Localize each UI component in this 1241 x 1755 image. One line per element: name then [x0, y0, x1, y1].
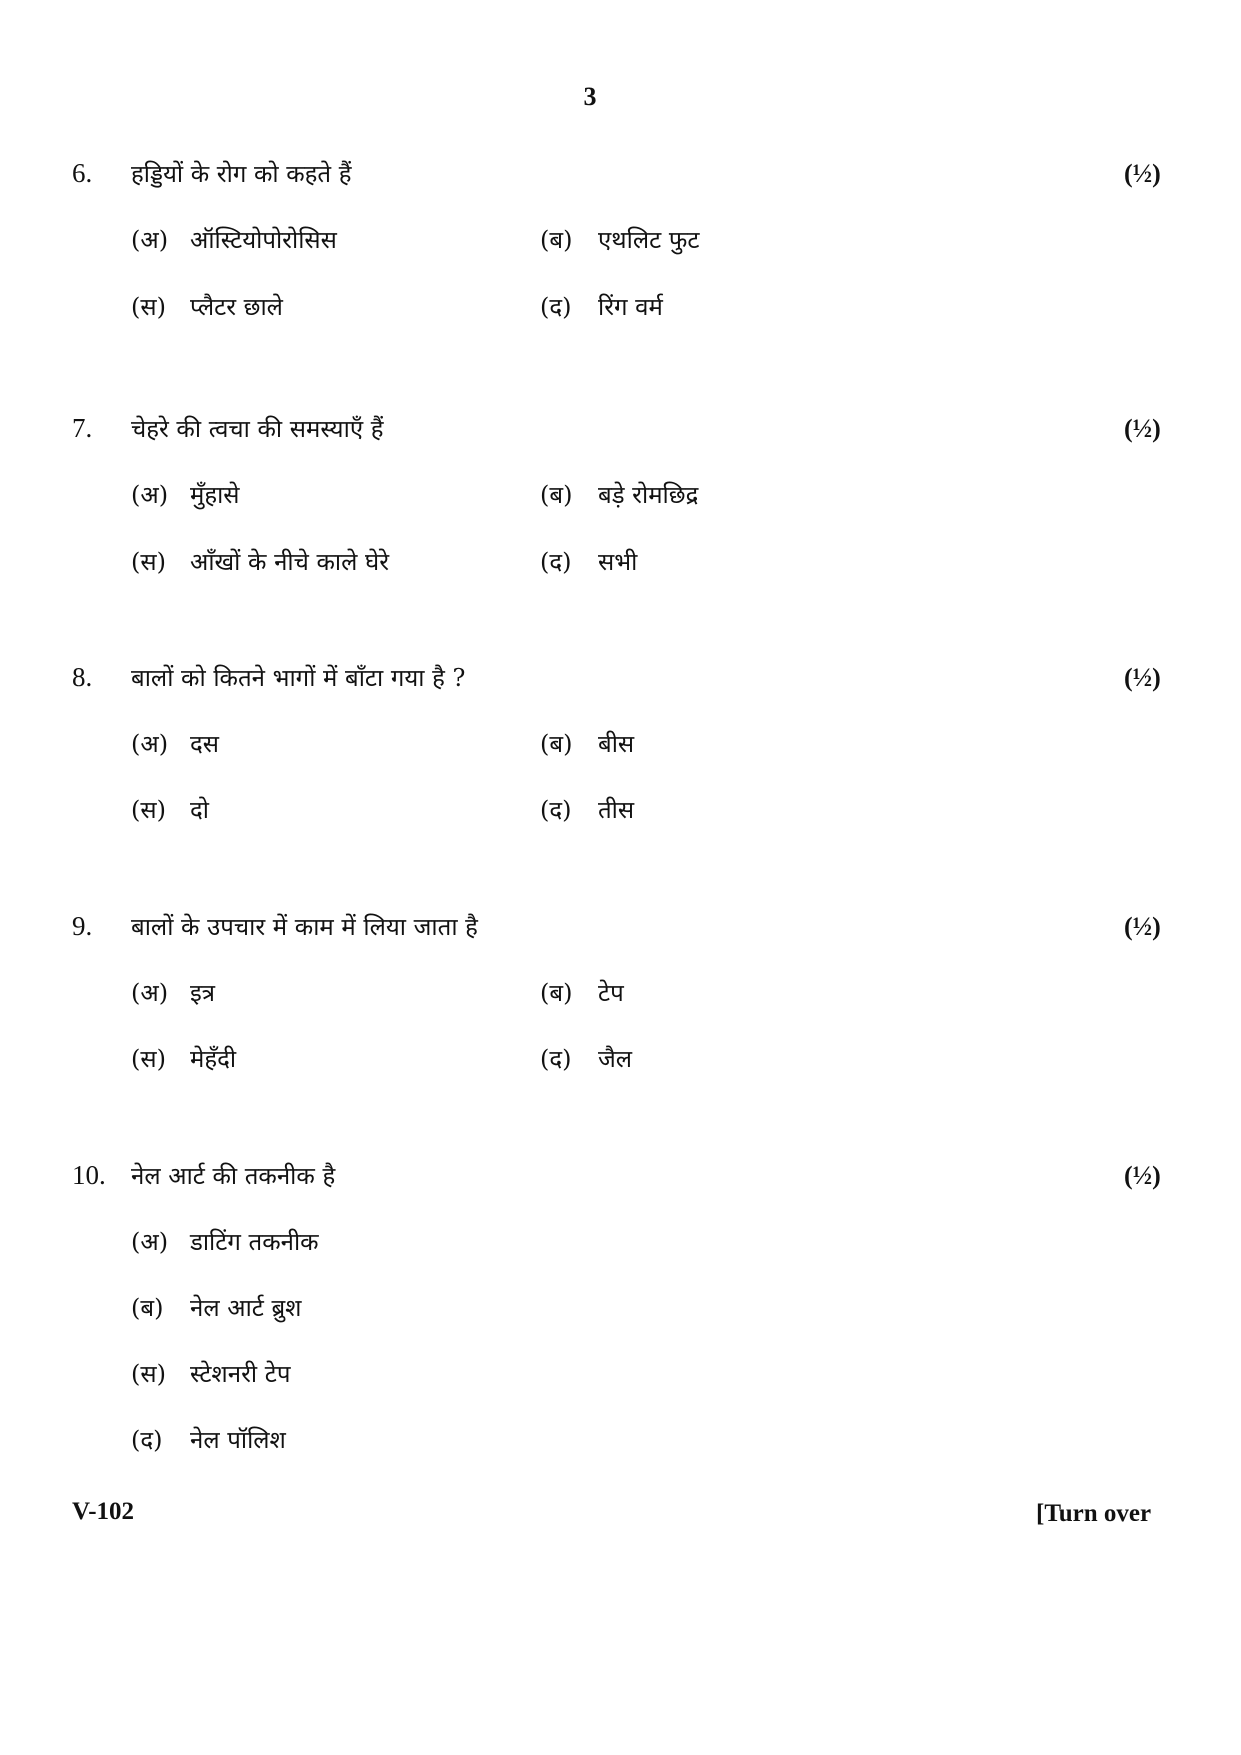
option-label: (अ) — [131, 979, 169, 1007]
option-label: (ब) — [540, 226, 573, 254]
option-label: (स) — [131, 548, 166, 576]
option-text: ऑस्टियोपोरोसिस — [190, 226, 337, 254]
turn-over-note: [Turn over — [1036, 1500, 1152, 1527]
question-text: नेल आर्ट की तकनीक है — [131, 1162, 336, 1190]
question-marks: (½) — [1124, 159, 1161, 188]
question-marks: (½) — [1124, 414, 1161, 443]
option-text: जैल — [598, 1045, 633, 1073]
question-number: 9. — [72, 911, 93, 941]
option-label: (अ) — [131, 1228, 169, 1256]
question-text: हड्डियों के रोग को कहते हैं — [131, 160, 352, 188]
option-label: (स) — [131, 293, 166, 321]
question-number: 10. — [72, 1160, 106, 1190]
option-text: तीस — [598, 796, 635, 824]
question-number: 6. — [72, 158, 93, 188]
option-text: रिंग वर्म — [598, 293, 663, 321]
question-text: चेहरे की त्वचा की समस्याएँ हैं — [131, 415, 384, 443]
option-text: प्लैटर छाले — [190, 293, 283, 321]
option-text: मुँहासे — [190, 481, 240, 509]
option-label: (स) — [131, 1045, 166, 1073]
option-text: टेप — [598, 979, 624, 1007]
option-text: इत्र — [190, 979, 216, 1007]
question-marks: (½) — [1124, 663, 1161, 692]
question-number: 8. — [72, 662, 93, 692]
option-label: (ब) — [540, 730, 573, 758]
option-label: (द) — [540, 548, 572, 576]
option-label: (ब) — [540, 979, 573, 1007]
option-label: (द) — [540, 1045, 572, 1073]
option-label: (द) — [540, 293, 572, 321]
option-text: एथलिट फुट — [598, 226, 700, 254]
option-text: मेहँदी — [190, 1045, 237, 1073]
option-text: बड़े रोमछिद्र — [598, 481, 699, 509]
option-text: दस — [190, 730, 219, 758]
option-text: स्टेशनरी टेप — [190, 1360, 291, 1388]
paper-code: V-102 — [72, 1498, 135, 1525]
option-label: (द) — [540, 796, 572, 824]
page-number: 3 — [583, 82, 597, 111]
option-label: (स) — [131, 1360, 166, 1388]
option-label: (द) — [131, 1426, 163, 1454]
option-text: बीस — [598, 730, 635, 758]
option-label: (स) — [131, 796, 166, 824]
option-text: दो — [190, 796, 209, 824]
question-marks: (½) — [1124, 1161, 1161, 1190]
option-text: डाटिंग तकनीक — [190, 1228, 319, 1256]
option-text: सभी — [598, 548, 638, 576]
option-label: (ब) — [540, 481, 573, 509]
question-text: बालों को कितने भागों में बाँटा गया है ? — [131, 664, 466, 692]
question-marks: (½) — [1124, 912, 1161, 941]
option-label: (अ) — [131, 730, 169, 758]
option-label: (अ) — [131, 226, 169, 254]
option-text: आँखों के नीचे काले घेरे — [190, 548, 390, 576]
question-text: बालों के उपचार में काम में लिया जाता है — [131, 913, 478, 941]
option-label: (ब) — [131, 1294, 164, 1322]
option-text: नेल आर्ट ब्रुश — [190, 1294, 302, 1322]
option-text: नेल पॉलिश — [190, 1426, 286, 1454]
option-label: (अ) — [131, 481, 169, 509]
question-number: 7. — [72, 413, 93, 443]
